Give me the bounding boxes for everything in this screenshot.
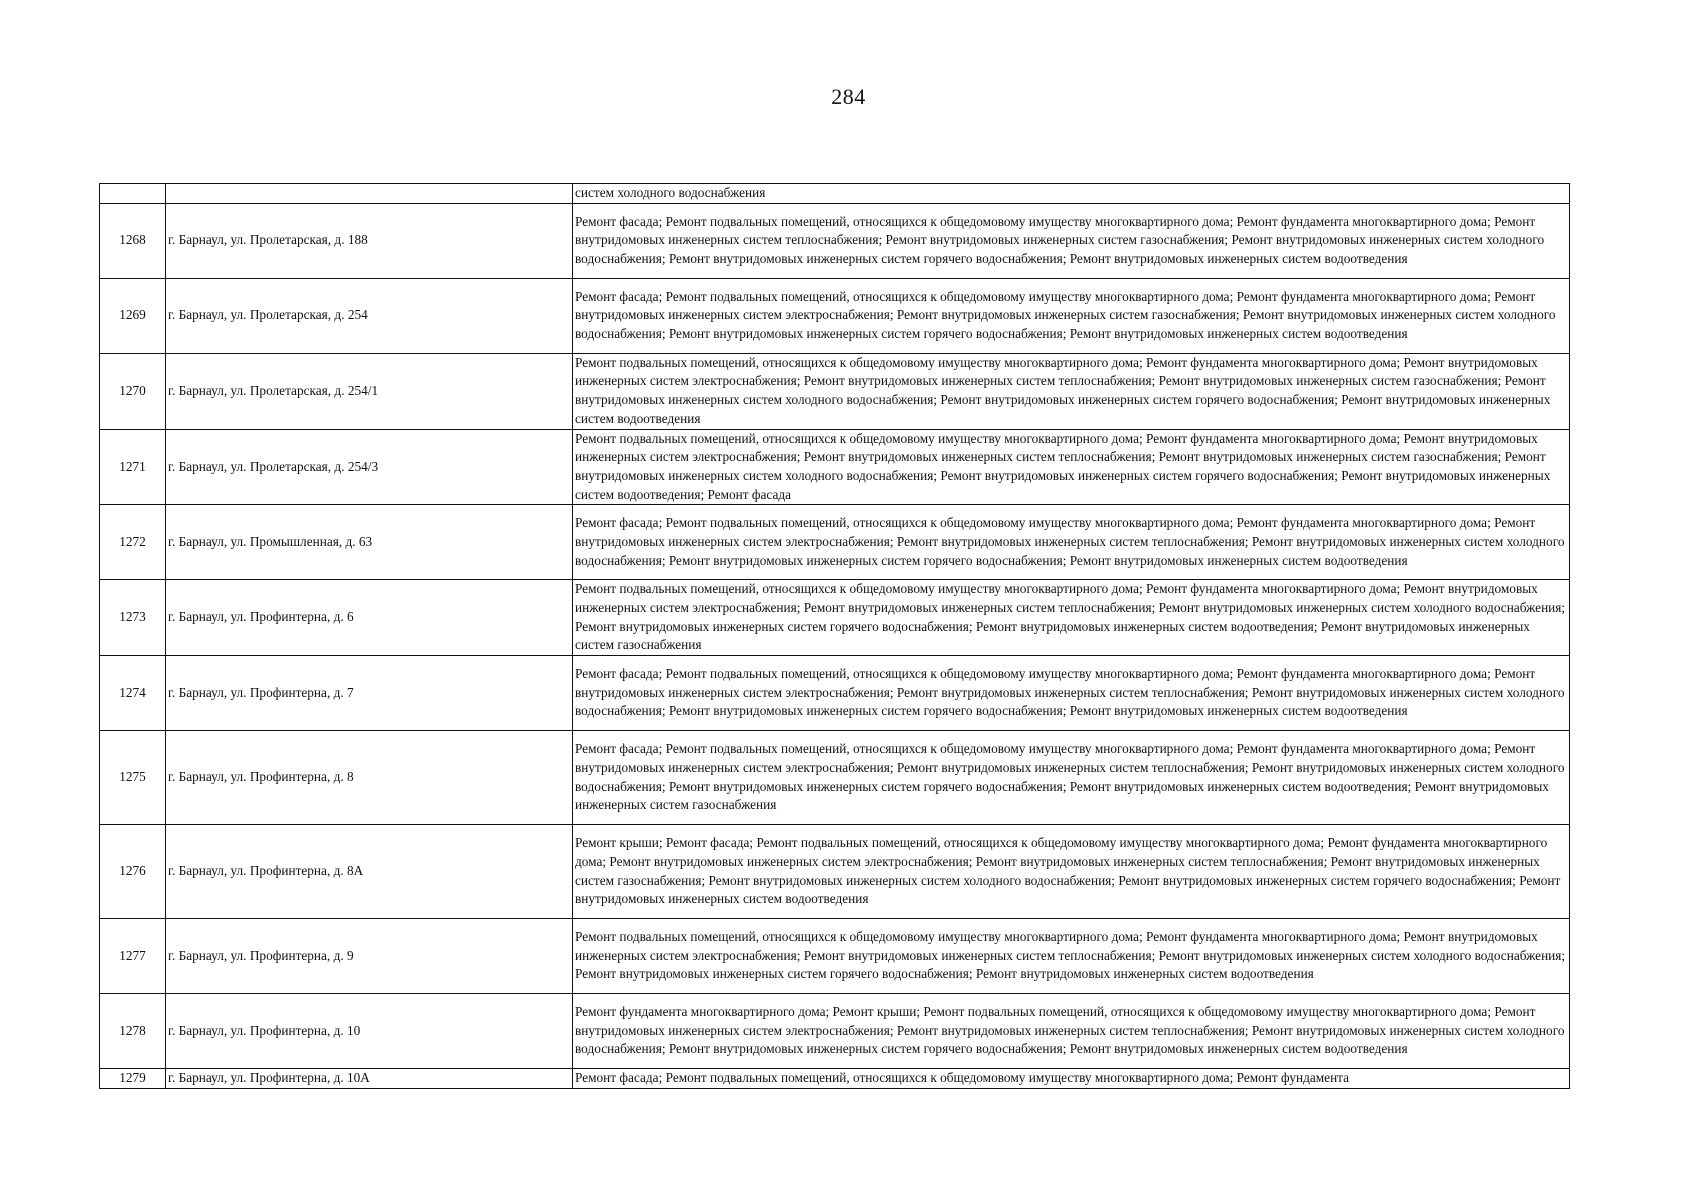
row-address: г. Барнаул, ул. Профинтерна, д. 8 [166,731,573,825]
row-number: 1275 [100,731,166,825]
row-address: г. Барнаул, ул. Пролетарская, д. 254 [166,278,573,353]
row-number: 1273 [100,580,166,656]
row-works: Ремонт крыши; Ремонт фасада; Ремонт подвальных помещений, относящихся к общедомовому имуществу многоквартирного дома; Ремонт фундамента многоквартирного дома; Ремонт внутридомовых инженерных систем электроснабжения; Ремонт внутридомовых инженерных систем теплоснабжения; Ремонт внутридомовых инженерных систем газоснабжения; Ремонт внутридомовых инженерных систем холодного водоснабжения; Ремонт внутридомовых инженерных систем горячего водоснабжения; Ремонт внутридомовых инженерных систем водоотведения [573,825,1570,919]
row-address: г. Барнаул, ул. Промышленная, д. 63 [166,505,573,580]
table-row [100,353,1570,429]
row-number [100,184,166,204]
row-works: Ремонт фасада; Ремонт подвальных помещений, относящихся к общедомовому имуществу многоквартирного дома; Ремонт фундамента многоквартирного дома; Ремонт внутридомовых инженерных систем электроснабжения; Ремонт внутридомовых инженерных систем газоснабжения; Ремонт внутридомовых инженерных систем холодного водоснабжения; Ремонт внутридомовых инженерных систем горячего водоснабжения; Ремонт внутридомовых инженерных систем водоотведения [573,278,1570,353]
row-works: Ремонт фасада; Ремонт подвальных помещений, относящихся к общедомовому имуществу многоквартирного дома; Ремонт фундамента [573,1069,1570,1089]
table-row-continuation [100,184,1570,204]
row-address: г. Барнаул, ул. Профинтерна, д. 7 [166,656,573,731]
row-works: систем холодного водоснабжения [573,184,1570,204]
table-row [100,656,1570,731]
row-works: Ремонт фасада; Ремонт подвальных помещений, относящихся к общедомовому имуществу многоквартирного дома; Ремонт фундамента многоквартирного дома; Ремонт внутридомовых инженерных систем теплоснабжения; Ремонт внутридомовых инженерных систем газоснабжения; Ремонт внутридомовых инженерных систем холодного водоснабжения; Ремонт внутридомовых инженерных систем горячего водоснабжения; Ремонт внутридомовых инженерных систем водоотведения [573,203,1570,278]
row-works: Ремонт фасада; Ремонт подвальных помещений, относящихся к общедомовому имуществу многоквартирного дома; Ремонт фундамента многоквартирного дома; Ремонт внутридомовых инженерных систем электроснабжения; Ремонт внутридомовых инженерных систем теплоснабжения; Ремонт внутридомовых инженерных систем холодного водоснабжения; Ремонт внутридомовых инженерных систем горячего водоснабжения; Ремонт внутридомовых инженерных систем водоотведения; Ремонт внутридомовых инженерных систем газоснабжения [573,731,1570,825]
row-number: 1278 [100,994,166,1069]
table-row [100,505,1570,580]
row-works: Ремонт фасада; Ремонт подвальных помещений, относящихся к общедомовому имуществу многоквартирного дома; Ремонт фундамента многоквартирного дома; Ремонт внутридомовых инженерных систем электроснабжения; Ремонт внутридомовых инженерных систем теплоснабжения; Ремонт внутридомовых инженерных систем холодного водоснабжения; Ремонт внутридомовых инженерных систем горячего водоснабжения; Ремонт внутридомовых инженерных систем водоотведения [573,505,1570,580]
row-number: 1277 [100,919,166,994]
row-number: 1274 [100,656,166,731]
repair-register-table [99,183,1570,1089]
page-number: 284 [831,84,866,109]
table-row [100,731,1570,825]
row-works: Ремонт подвальных помещений, относящихся к общедомовому имуществу многоквартирного дома; Ремонт фундамента многоквартирного дома; Ремонт внутридомовых инженерных систем электроснабжения; Ремонт внутридомовых инженерных систем теплоснабжения; Ремонт внутридомовых инженерных систем холодного водоснабжения; Ремонт внутридомовых инженерных систем горячего водоснабжения; Ремонт внутридомовых инженерных систем водоотведения [573,919,1570,994]
row-number: 1276 [100,825,166,919]
table-row [100,580,1570,656]
row-address: г. Барнаул, ул. Профинтерна, д. 10 [166,994,573,1069]
table-row [100,994,1570,1069]
table-row [100,825,1570,919]
table-row [100,1069,1570,1089]
row-address: г. Барнаул, ул. Профинтерна, д. 8А [166,825,573,919]
row-address: г. Барнаул, ул. Профинтерна, д. 10А [166,1069,573,1089]
row-number: 1279 [100,1069,166,1089]
row-address: г. Барнаул, ул. Пролетарская, д. 254/1 [166,353,573,429]
row-number: 1269 [100,278,166,353]
row-address: г. Барнаул, ул. Профинтерна, д. 9 [166,919,573,994]
row-address: г. Барнаул, ул. Пролетарская, д. 188 [166,203,573,278]
row-address: г. Барнаул, ул. Пролетарская, д. 254/3 [166,429,573,505]
row-address: г. Барнаул, ул. Профинтерна, д. 6 [166,580,573,656]
row-works: Ремонт фасада; Ремонт подвальных помещений, относящихся к общедомовому имуществу многоквартирного дома; Ремонт фундамента многоквартирного дома; Ремонт внутридомовых инженерных систем электроснабжения; Ремонт внутридомовых инженерных систем теплоснабжения; Ремонт внутридомовых инженерных систем холодного водоснабжения; Ремонт внутридомовых инженерных систем горячего водоснабжения; Ремонт внутридомовых инженерных систем водоотведения [573,656,1570,731]
table-row [100,278,1570,353]
row-works: Ремонт фундамента многоквартирного дома; Ремонт крыши; Ремонт подвальных помещений, относящихся к общедомовому имуществу многоквартирного дома; Ремонт внутридомовых инженерных систем электроснабжения; Ремонт внутридомовых инженерных систем теплоснабжения; Ремонт внутридомовых инженерных систем холодного водоснабжения; Ремонт внутридомовых инженерных систем горячего водоснабжения; Ремонт внутридомовых инженерных систем водоотведения [573,994,1570,1069]
row-address [166,184,573,204]
table-row [100,203,1570,278]
row-number: 1271 [100,429,166,505]
row-number: 1270 [100,353,166,429]
table-row [100,919,1570,994]
row-works: Ремонт подвальных помещений, относящихся к общедомовому имуществу многоквартирного дома; Ремонт фундамента многоквартирного дома; Ремонт внутридомовых инженерных систем электроснабжения; Ремонт внутридомовых инженерных систем теплоснабжения; Ремонт внутридомовых инженерных систем газоснабжения; Ремонт внутридомовых инженерных систем холодного водоснабжения; Ремонт внутридомовых инженерных систем горячего водоснабжения; Ремонт внутридомовых инженерных систем водоотведения; Ремонт фасада [573,429,1570,505]
row-works: Ремонт подвальных помещений, относящихся к общедомовому имуществу многоквартирного дома; Ремонт фундамента многоквартирного дома; Ремонт внутридомовых инженерных систем электроснабжения; Ремонт внутридомовых инженерных систем теплоснабжения; Ремонт внутридомовых инженерных систем газоснабжения; Ремонт внутридомовых инженерных систем холодного водоснабжения; Ремонт внутридомовых инженерных систем горячего водоснабжения; Ремонт внутридомовых инженерных систем водоотведения [573,353,1570,429]
table-row [100,429,1570,505]
row-works: Ремонт подвальных помещений, относящихся к общедомовому имуществу многоквартирного дома; Ремонт фундамента многоквартирного дома; Ремонт внутридомовых инженерных систем электроснабжения; Ремонт внутридомовых инженерных систем теплоснабжения; Ремонт внутридомовых инженерных систем холодного водоснабжения; Ремонт внутридомовых инженерных систем горячего водоснабжения; Ремонт внутридомовых инженерных систем водоотведения; Ремонт внутридомовых инженерных систем газоснабжения [573,580,1570,656]
row-number: 1268 [100,203,166,278]
row-number: 1272 [100,505,166,580]
